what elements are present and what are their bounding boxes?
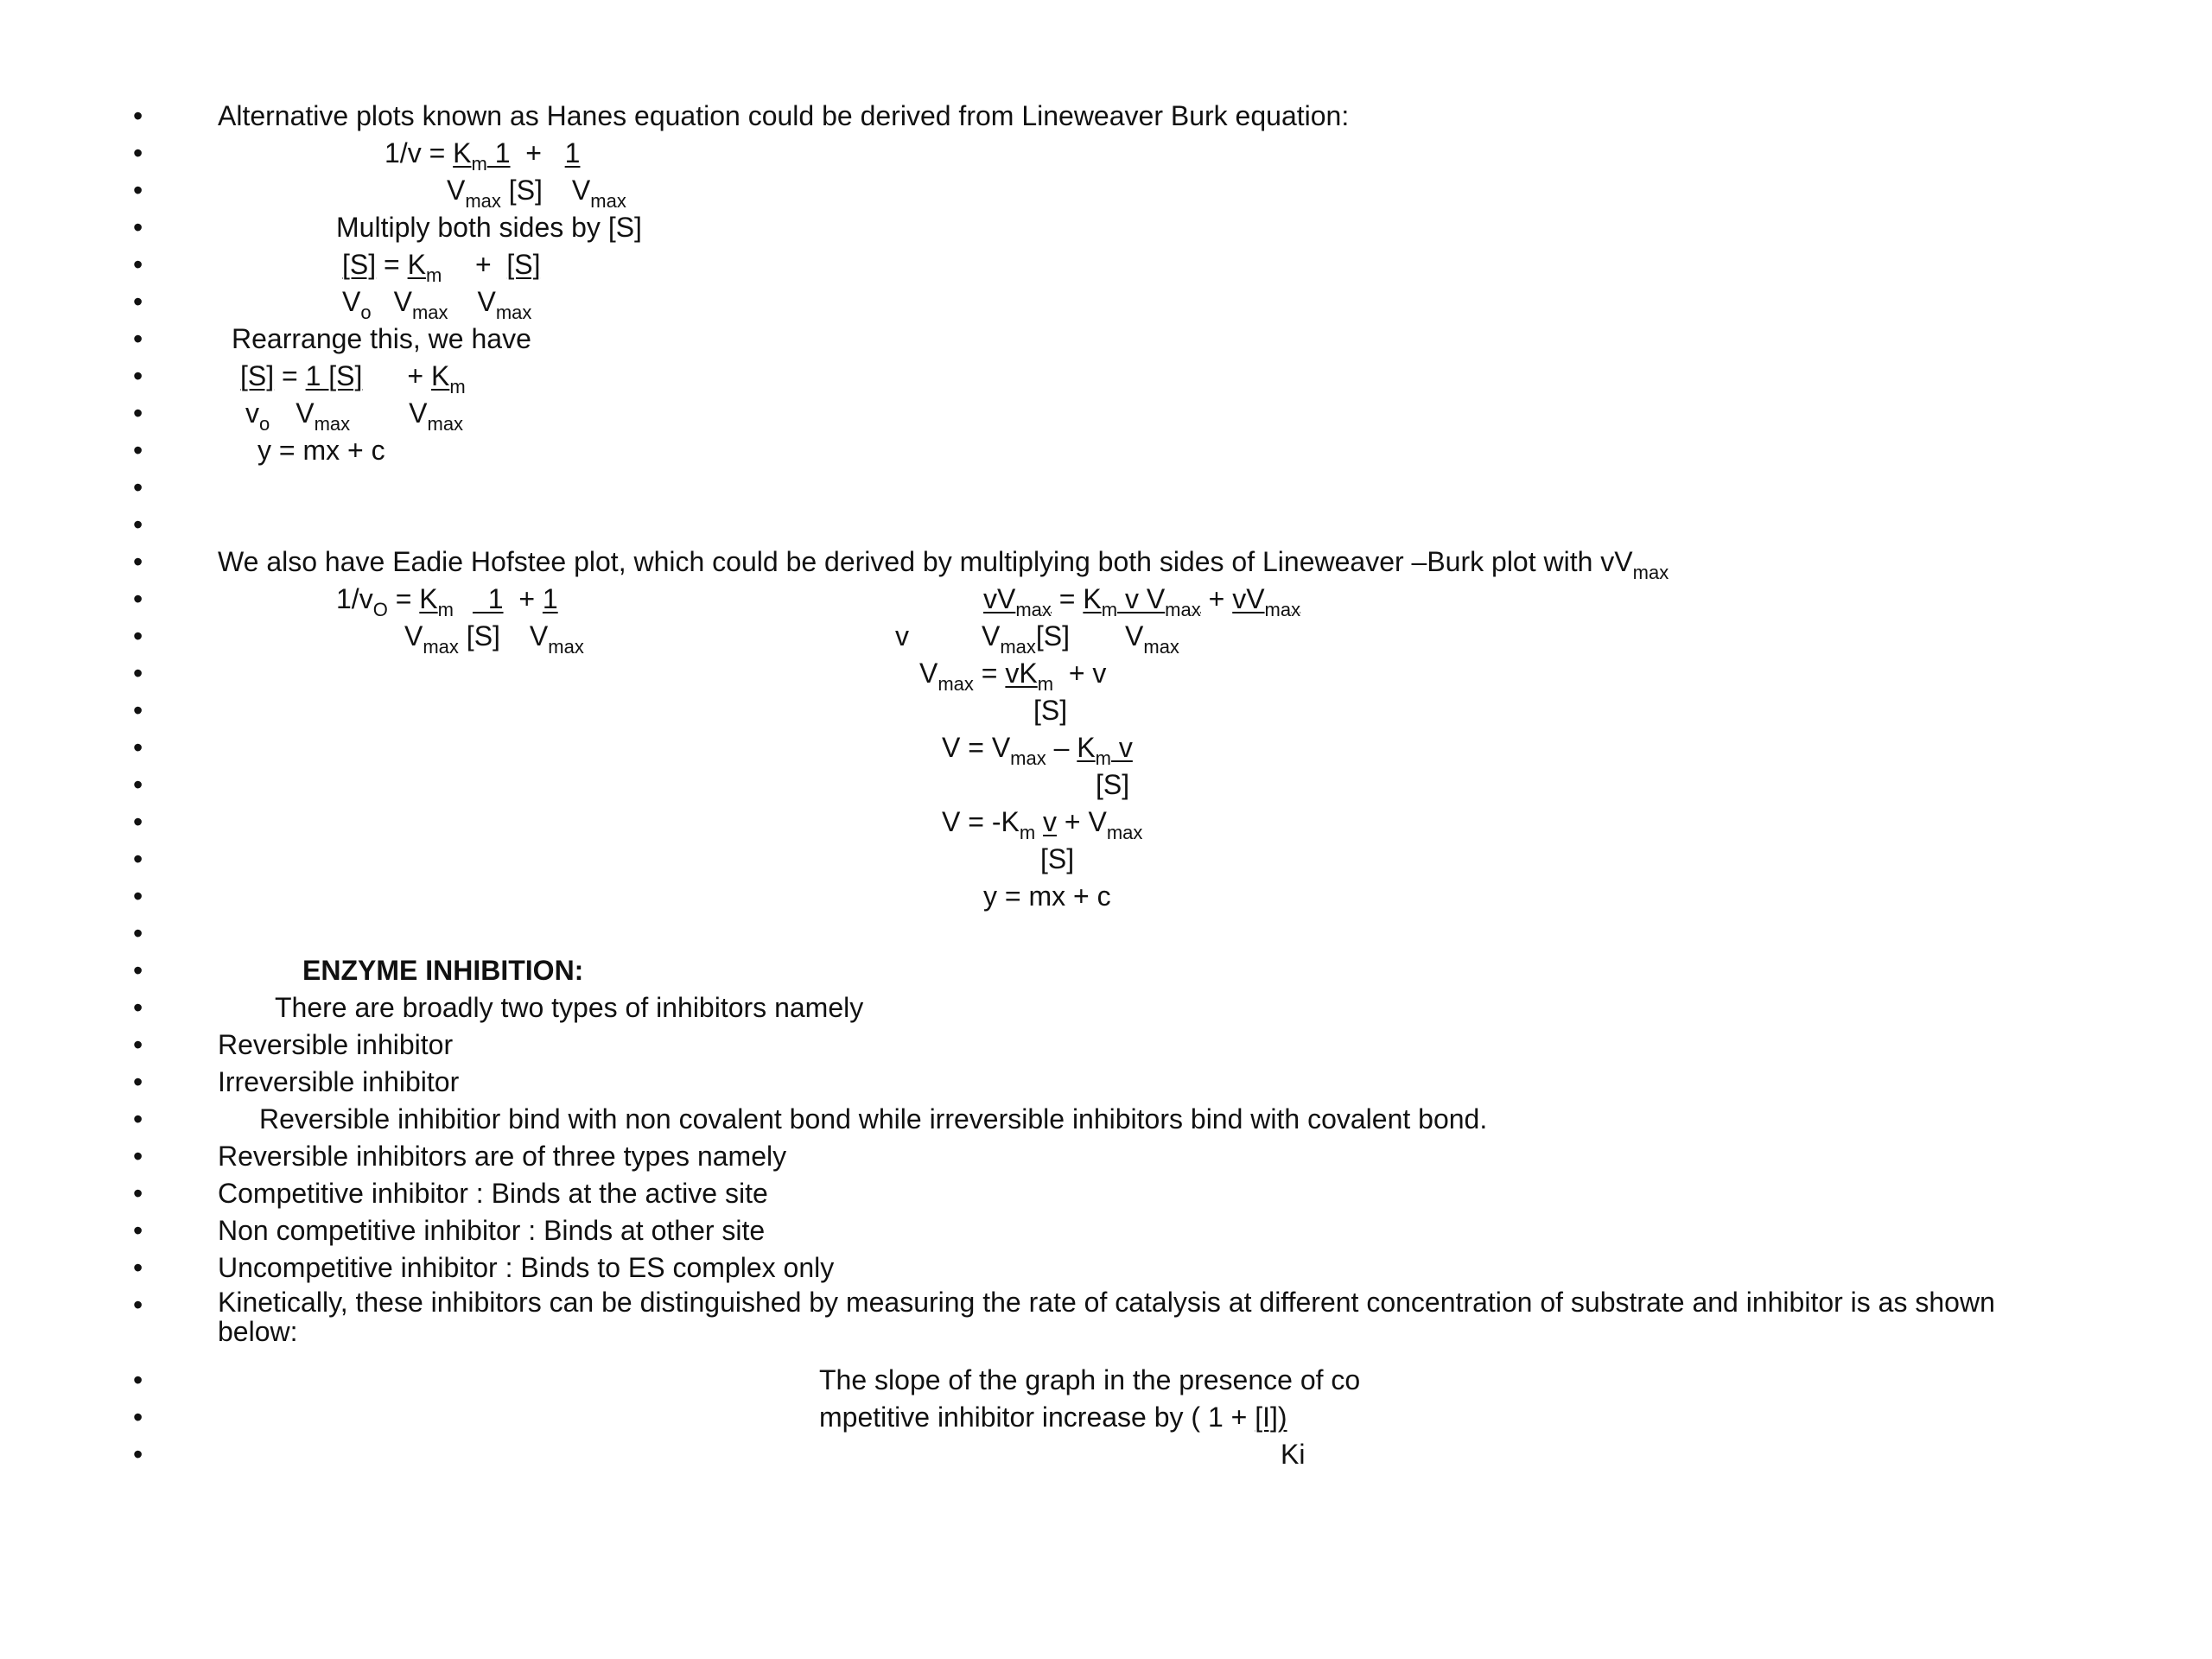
bullet: • xyxy=(133,1402,143,1433)
irreversible-inhibitor-item: Irreversible inhibitor xyxy=(218,1066,460,1097)
hanes-step-numerator: $[S] = K_m + [S]$ xyxy=(342,249,541,286)
bullet: • xyxy=(133,360,143,391)
slope-note-ki: Ki xyxy=(1281,1439,1306,1470)
bullet: • xyxy=(133,880,143,912)
hanes-step-denominator: $V_o$ $V_{max}$ $V_{max}$ xyxy=(342,286,532,323)
bullet: • xyxy=(133,546,143,577)
bullet: • xyxy=(133,955,143,986)
bullet: • xyxy=(133,1289,143,1320)
competitive-inhibitor-item: Competitive inhibitor : Binds at the active site xyxy=(218,1178,768,1209)
eh-right-denominator: v $V_{max}[S]$ $V_{max}$ xyxy=(895,620,1179,658)
bullet: • xyxy=(133,992,143,1023)
bullet: • xyxy=(133,249,143,280)
reversible-types-intro: Reversible inhibitors are of three types namely xyxy=(218,1141,787,1172)
bullet: • xyxy=(133,769,143,800)
multiply-line: Multiply both sides by [S] xyxy=(336,212,642,243)
linear-form-2: y = mx + c xyxy=(983,880,1111,912)
slope-note-line-1: The slope of the graph in the presence of co xyxy=(819,1364,1361,1395)
bullet: • xyxy=(133,1439,143,1470)
rearrange-line: Rearrange this, we have xyxy=(232,323,531,354)
bullet: • xyxy=(133,843,143,874)
eadie-hofstee-intro: We also have Eadie Hofstee plot, which could be derived by multiplying both sides of Lineweaver –Burk plot with $vV_{max}$ xyxy=(218,546,1669,583)
bullet: • xyxy=(133,472,143,503)
eh-final-denominator: [S] xyxy=(1040,843,1075,874)
bullet: • xyxy=(133,1029,143,1060)
bullet: • xyxy=(133,1215,143,1246)
slope-note-line-2: mpetitive inhibitor increase by ( 1 + [I]) xyxy=(819,1402,1287,1433)
eh-step-vmax-denominator: [S] xyxy=(1033,695,1068,726)
bullet: • xyxy=(133,286,143,317)
bullet: • xyxy=(133,1141,143,1172)
bullet: • xyxy=(133,1066,143,1097)
bullet: • xyxy=(133,1364,143,1395)
eh-step-v-denominator: [S] xyxy=(1096,769,1130,800)
bullet: • xyxy=(133,397,143,429)
bullet: • xyxy=(133,806,143,837)
bullet: • xyxy=(133,583,143,614)
noncompetitive-inhibitor-item: Non competitive inhibitor : Binds at other site xyxy=(218,1215,766,1246)
bullet: • xyxy=(133,658,143,689)
bullet: • xyxy=(133,212,143,243)
uncompetitive-inhibitor-item: Uncompetitive inhibitor : Binds to ES complex only xyxy=(218,1252,835,1283)
hanes-final-denominator: $v_o$ $V_{max}$ $V_{max}$ xyxy=(245,397,464,435)
bullet: • xyxy=(133,1103,143,1135)
eh-left-denominator: $V_{max}$ [S] $V_{max}$ xyxy=(404,620,584,658)
eh-right-numerator: $vV_{max} = K_m$ v $V_{max} + vV_{max}$ xyxy=(983,583,1301,620)
inhibitor-types-intro: There are broadly two types of inhibitors namely xyxy=(275,992,864,1023)
section-heading-enzyme-inhibition: ENZYME INHIBITION: xyxy=(302,955,584,986)
bullet: • xyxy=(133,1252,143,1283)
lb-equation-denominator: $V_{max}$ [S] $V_{max}$ xyxy=(447,175,626,212)
reversible-inhibitor-item: Reversible inhibitor xyxy=(218,1029,454,1060)
bullet: • xyxy=(133,435,143,466)
bullet: • xyxy=(133,137,143,168)
bullet: • xyxy=(133,100,143,131)
hanes-intro-line: Alternative plots known as Hanes equation could be derived from Lineweaver Burk equation: xyxy=(218,100,1350,131)
lb-equation-numerator: $1/v = K_m$ 1 + 1 xyxy=(385,137,581,175)
bullet: • xyxy=(133,620,143,652)
bullet: • xyxy=(133,1178,143,1209)
eh-final: $V = -K_m$ $v + V_{max}$ xyxy=(942,806,1143,843)
eh-left-numerator: $1/v_O = K_m$ 1 + 1 xyxy=(336,583,558,620)
bullet: • xyxy=(133,175,143,206)
bond-description: Reversible inhibitior bind with non covalent bond while irreversible inhibitors bind with covalent bond. xyxy=(259,1103,1488,1135)
bullet: • xyxy=(133,918,143,949)
kinetics-paragraph: Kinetically, these inhibitors can be distinguished by measuring the rate of catalysis at different concentration of substrate and inhibitor is as shown below: xyxy=(218,1287,1995,1347)
linear-form-1: y = mx + c xyxy=(257,435,385,466)
eh-step-vmax: $V_{max} = vK_m + v$ xyxy=(919,658,1107,695)
eh-step-v: $V = V_{max} - K_m$ v xyxy=(942,732,1133,769)
hanes-final-numerator: [S] = 1 $[S] + K_m$ xyxy=(240,360,466,397)
bullet: • xyxy=(133,695,143,726)
bullet: • xyxy=(133,509,143,540)
bullet: • xyxy=(133,323,143,354)
bullet: • xyxy=(133,732,143,763)
